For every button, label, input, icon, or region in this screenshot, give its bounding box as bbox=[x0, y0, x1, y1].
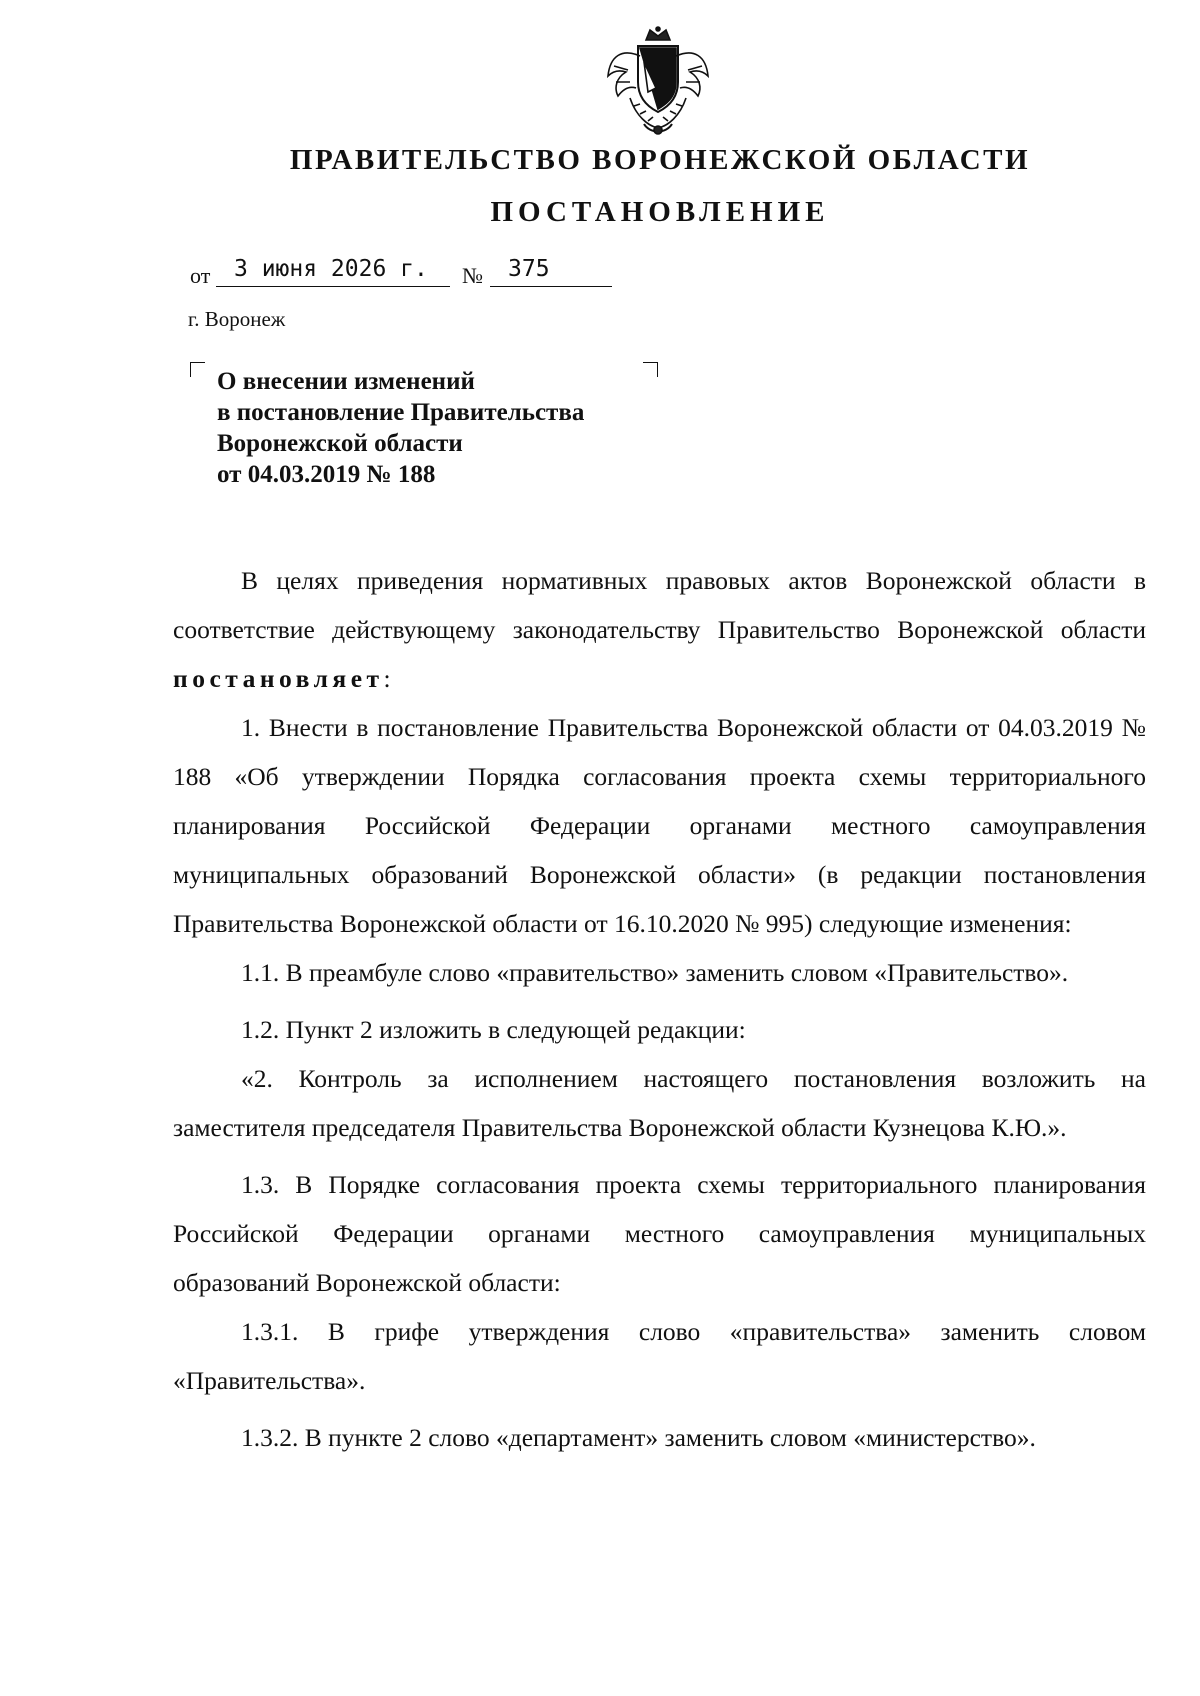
number-prefix: № bbox=[462, 263, 483, 288]
title-line: в постановление Правительства bbox=[217, 399, 585, 426]
title-corner-right bbox=[643, 362, 658, 377]
date-value: 3 июня 2026 г. bbox=[234, 256, 428, 282]
city: г. Воронеж bbox=[188, 307, 286, 331]
document-type: ПОСТАНОВЛЕНИЕ bbox=[490, 196, 830, 228]
paragraph-1-3: 1.3. В Порядке согласования проекта схемы территориального планирования Российской Федерации органами местного самоуправления муниципальных образований Воронежской области: bbox=[173, 1170, 1146, 1297]
voronezh-coat-of-arms-icon bbox=[600, 26, 716, 138]
paragraph-1: 1. Внести в постановление Правительства Воронежской области от 04.03.2019 № 188 «Об утверждении Порядка согласования проекта схемы территориального планирования Российской Федерации органами местного самоуправления муниципальных образований Воронежской области» (в редакции постановления Правительства Воронежской области от 16.10.2020 № 995) следующие изменения: bbox=[173, 713, 1146, 938]
number-field bbox=[490, 254, 612, 287]
date-number-row bbox=[190, 253, 690, 293]
preamble-paragraph bbox=[173, 556, 1146, 703]
title-line: Воронежской области bbox=[217, 430, 463, 457]
preamble-text: В целях приведения нормативных правовых актов Воронежской области в соответствие действующему законодательству Правительство Воронежской области bbox=[173, 566, 1146, 644]
paragraph-1-2-quote: «2. Контроль за исполнением настоящего постановления возложить на заместителя председателя Правительства Воронежской области Кузнецова К.Ю.». bbox=[173, 1064, 1146, 1142]
number-value: 375 bbox=[508, 256, 550, 282]
title-corner-left bbox=[190, 362, 205, 377]
government-heading: ПРАВИТЕЛЬСТВО ВОРОНЕЖСКОЙ ОБЛАСТИ bbox=[289, 144, 1031, 176]
paragraph-1-3-1: 1.3.1. В грифе утверждения слово «правительства» заменить словом «Правительства». bbox=[173, 1317, 1146, 1395]
date-prefix: от bbox=[190, 263, 211, 288]
paragraph-1-1: 1.1. В преамбуле слово «правительство» заменить словом «Правительство». bbox=[241, 958, 1069, 987]
title-line: от 04.03.2019 № 188 bbox=[217, 461, 436, 488]
paragraph-1-3-2: 1.3.2. В пункте 2 слово «департамент» заменить словом «министерство». bbox=[241, 1423, 1036, 1452]
decree-word: постановляет bbox=[173, 664, 384, 693]
date-field bbox=[216, 254, 450, 287]
coat-of-arms-icon bbox=[600, 26, 716, 138]
paragraph-1-2: 1.2. Пункт 2 изложить в следующей редакции: bbox=[241, 1015, 746, 1044]
decree-tail: : bbox=[383, 664, 391, 693]
title-line: О внесении изменений bbox=[217, 368, 475, 395]
document-body bbox=[173, 556, 1146, 1462]
document-title bbox=[217, 366, 584, 490]
